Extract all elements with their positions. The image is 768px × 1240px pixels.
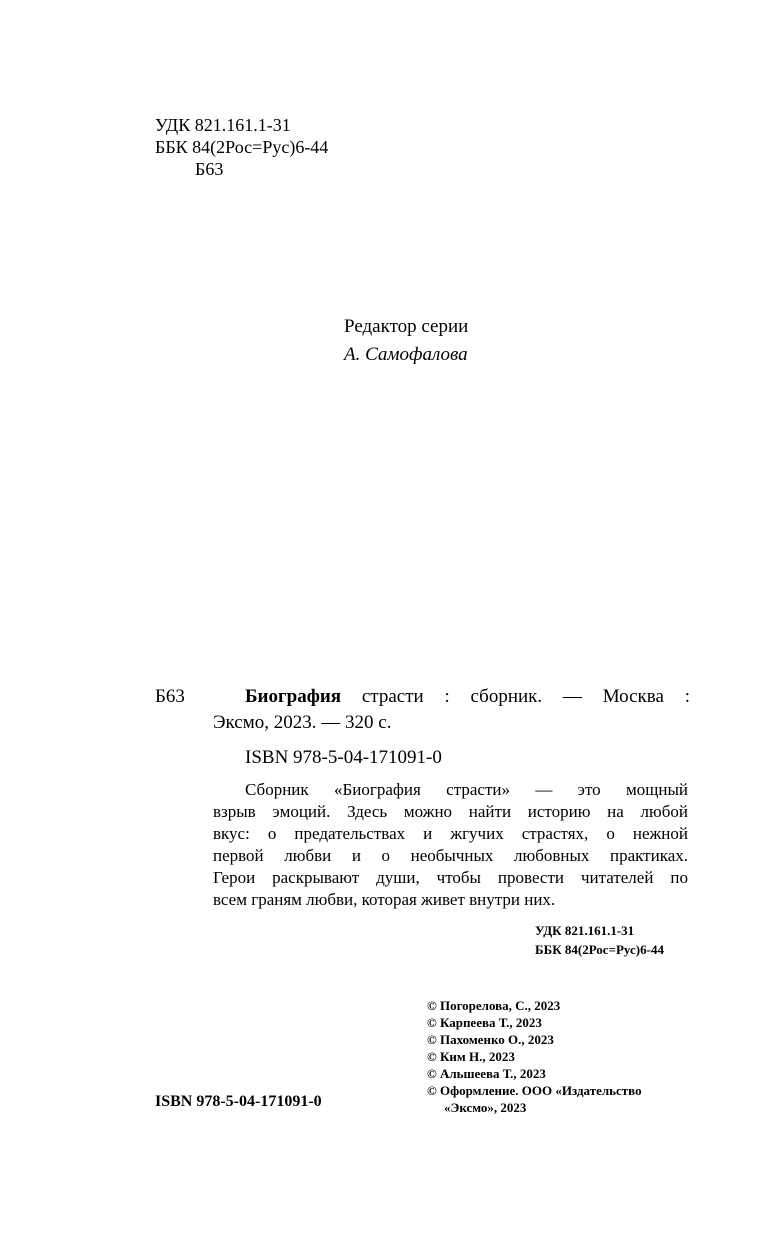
- isbn-bottom: ISBN 978-5-04-171091-0: [155, 1093, 322, 1110]
- copyright-line: © Погорелова, С., 2023: [427, 998, 561, 1013]
- author-mark-top: Б63: [195, 159, 224, 179]
- bbk-code-top: ББК 84(2Рос=Рус)6-44: [155, 137, 329, 157]
- annotation-line: Герои раскрывают души, чтобы провести читателей по: [213, 868, 688, 887]
- entry-title-bold: Биография: [245, 686, 342, 707]
- annotation-line: Сборник «Биография страсти» — это мощный: [245, 780, 688, 799]
- series-editor-role: Редактор серии: [344, 316, 469, 337]
- copyright-line: © Альшеева Т., 2023: [427, 1066, 546, 1081]
- annotation-line: первой любви и о необычных любовных практиках.: [213, 846, 688, 865]
- copyright-line: «Эксмо», 2023: [444, 1100, 527, 1115]
- annotation-line: взрыв эмоций. Здесь можно найти историю на любой: [213, 802, 688, 821]
- series-editor-name-text: А. Самофалова: [344, 344, 468, 365]
- bbk-code-right: ББК 84(2Рос=Рус)6-44: [535, 942, 664, 957]
- annotation-line: всем граням любви, которая живет внутри них.: [213, 890, 556, 909]
- udk-code-top: УДК 821.161.1-31: [155, 115, 291, 135]
- entry-title-line: [245, 686, 690, 708]
- copyright-line: © Карпеева Т., 2023: [427, 1015, 542, 1030]
- copyright-line: © Ким Н., 2023: [427, 1049, 515, 1064]
- entry-title-rest: страсти : сборник. — Москва :: [361, 686, 690, 707]
- entry-publisher-line: Эксмо, 2023. — 320 с.: [213, 712, 392, 733]
- copyright-line: © Пахоменко О., 2023: [427, 1032, 554, 1047]
- annotation-line: вкус: о предательствах и жгучих страстях, о нежной: [213, 824, 688, 843]
- series-editor-name: [344, 341, 468, 369]
- copyright-line: © Оформление. ООО «Издательство: [427, 1083, 642, 1098]
- udk-code-right: УДК 821.161.1-31: [535, 923, 635, 938]
- annotation: [213, 779, 688, 911]
- entry-isbn: ISBN 978-5-04-171091-0: [245, 747, 442, 768]
- author-mark-entry: Б63: [155, 686, 185, 707]
